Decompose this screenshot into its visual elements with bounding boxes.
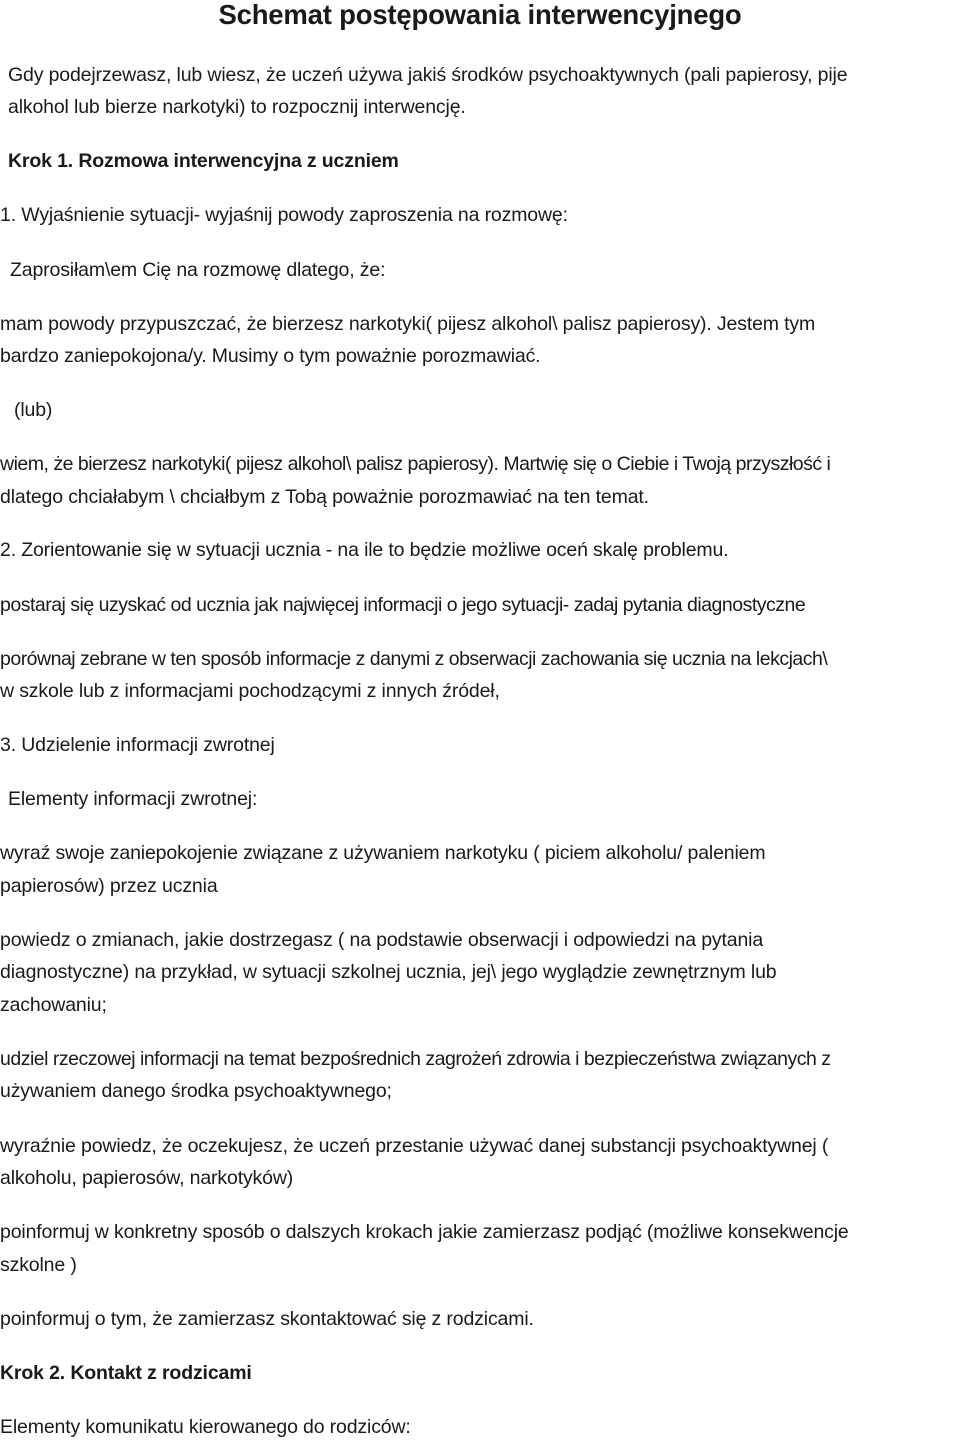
step-1-heading: Krok 1. Rozmowa interwencyjna z uczniem (8, 150, 399, 172)
knowledge-line-1: wiem, że bierzesz narkotyki( pijesz alkohol\ palisz papierosy). Martwię się o Ciebie i Twoją przyszłość i (0, 453, 831, 475)
changes-line-2: diagnostyczne) na przykład, w sytuacji szkolnej ucznia, jej\ jego wyglądzie zewnętrznym lub (0, 961, 777, 983)
point-3-heading: 3. Udzielenie informacji zwrotnej (0, 734, 275, 756)
feedback-elements-heading: Elementy informacji zwrotnej: (8, 788, 258, 810)
intro-line-1: Gdy podejrzewasz, lub wiesz, że uczeń używa jakiś środków psychoaktywnych (pali papierosy, pije (8, 64, 848, 86)
gather-info-line: postaraj się uzyskać od ucznia jak najwięcej informacji o jego sytuacji- zadaj pytania diagnostyczne (0, 594, 806, 616)
expectation-line-1: wyraźnie powiedz, że oczekujesz, że uczeń przestanie używać danej substancji psychoaktywnej ( (0, 1135, 829, 1157)
next-steps-line-2: szkolne ) (0, 1254, 77, 1276)
next-steps-line-1: poinformuj w konkretny sposób o dalszych krokach jakie zamierzasz podjąć (możliwe konsekwencje (0, 1221, 849, 1243)
document-title: Schemat postępowania interwencyjnego (218, 0, 742, 30)
risk-info-line-1: udziel rzeczowej informacji na temat bezpośrednich zagrożeń zdrowia i bezpieczeństwa związanych z (0, 1048, 831, 1070)
intro-line-2: alkohol lub bierze narkotyki) to rozpocznij interwencję. (8, 96, 466, 118)
compare-line-2: w szkole lub z informacjami pochodzącymi z innych źródeł, (0, 680, 500, 702)
parents-message-heading: Elementy komunikatu kierowanego do rodziców: (0, 1416, 411, 1438)
invitation-line: Zaprosiłam\em Cię na rozmowę dlatego, że: (10, 259, 386, 281)
risk-info-line-2: używaniem danego środka psychoaktywnego; (0, 1080, 392, 1102)
step-2-heading: Krok 2. Kontakt z rodzicami (0, 1362, 252, 1384)
expectation-line-2: alkoholu, papierosów, narkotyków) (0, 1167, 294, 1189)
concern-line-2: papierosów) przez ucznia (0, 875, 218, 897)
concern-line-1: wyraź swoje zaniepokojenie związane z używaniem narkotyku ( piciem alkoholu/ paleniem (0, 842, 766, 864)
changes-line-1: powiedz o zmianach, jakie dostrzegasz ( na podstawie obserwacji i odpowiedzi na pytania (0, 929, 764, 951)
compare-line-1: porównaj zebrane w ten sposób informacje z danymi z obserwacji zachowania się ucznia na lekcjach\ (0, 648, 828, 670)
suspicion-line-2: bardzo zaniepokojona/y. Musimy o tym poważnie porozmawiać. (0, 345, 541, 367)
parents-contact-line: poinformuj o tym, że zamierzasz skontaktować się z rodzicami. (0, 1308, 534, 1330)
suspicion-line-1: mam powody przypuszczać, że bierzesz narkotyki( pijesz alkohol\ palisz papierosy). Jestem tym (0, 313, 816, 335)
knowledge-line-2: dlatego chciałabym \ chciałbym z Tobą poważnie porozmawiać na ten temat. (0, 486, 649, 508)
changes-line-3: zachowaniu; (0, 994, 107, 1016)
or-separator: (lub) (14, 399, 53, 421)
point-1-heading: 1. Wyjaśnienie sytuacji- wyjaśnij powody zaproszenia na rozmowę: (0, 204, 568, 226)
point-2-heading: 2. Zorientowanie się w sytuacji ucznia - na ile to będzie możliwe oceń skalę problemu. (0, 539, 729, 561)
